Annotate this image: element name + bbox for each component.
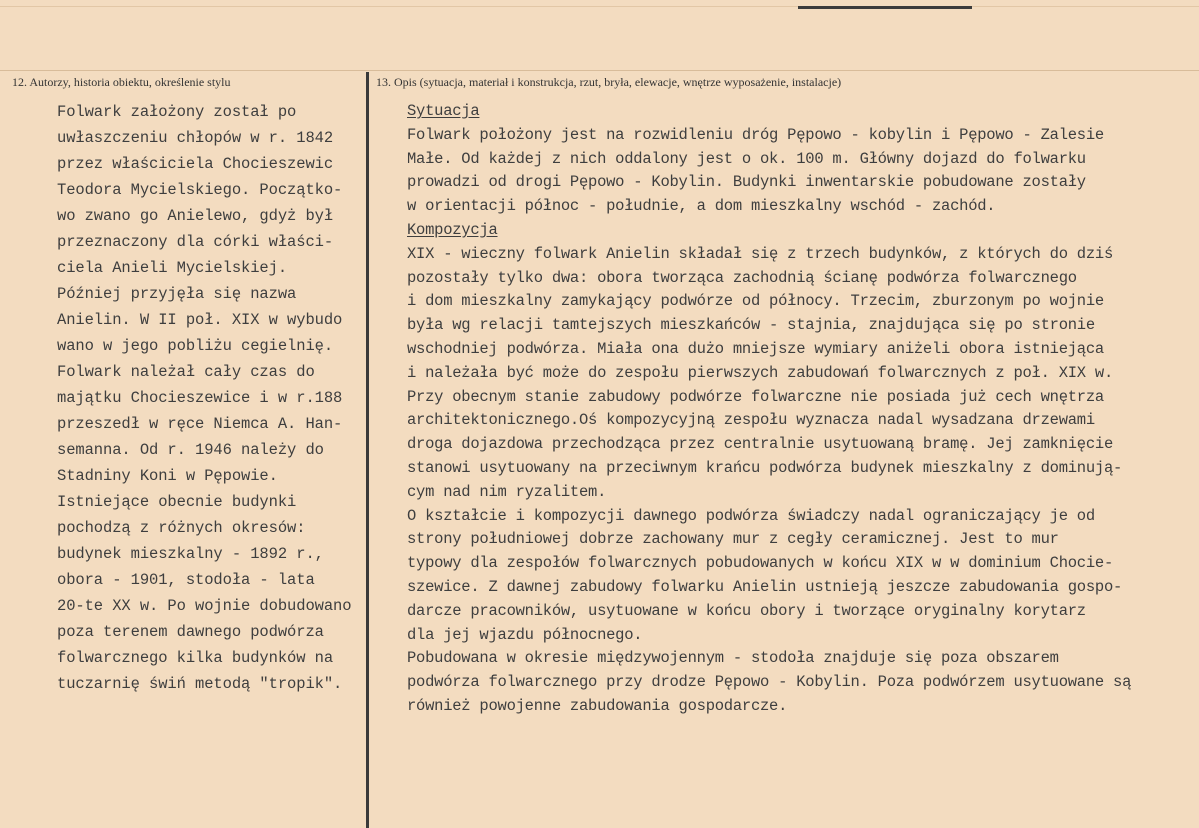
history-line: Folwark założony został po (57, 103, 297, 121)
description-line: stanowi usytuowany na przeciwnym krańcu podwórza budynek mieszkalny z dominują- (407, 458, 1123, 477)
history-line: poza terenem dawnego podwórza (57, 623, 324, 641)
history-line: Istniejące obecnie budynki (57, 493, 297, 511)
description-line: cym nad nim ryzalitem. (407, 482, 607, 501)
description-line: Folwark położony jest na rozwidleniu dróg Pępowo - kobylin i Pępowo - Zalesie (407, 125, 1104, 144)
history-line: Teodora Mycielskiego. Początko- (57, 181, 343, 199)
history-line: tuczarnię świń metodą "tropik". (57, 675, 343, 693)
history-line: Stadniny Koni w Pępowie. (57, 467, 278, 485)
description-line: darcze pracowników, usytuowane w końcu obory i tworzące oryginalny korytarz (407, 601, 1086, 620)
history-line: obora - 1901, stodoła - lata (57, 571, 315, 589)
history-line: przez właściciela Chocieszewic (57, 155, 334, 173)
history-line: ciela Anieli Mycielskiej. (57, 259, 288, 277)
column-divider (366, 72, 369, 828)
history-line: przeszedł w ręce Niemca A. Han- (57, 415, 343, 433)
history-line: budynek mieszkalny - 1892 r., (57, 545, 324, 563)
description-text-column (407, 100, 1197, 719)
description-line: podwórza folwarcznego przy drodze Pępowo - Kobylin. Poza podwórzem usytuowane są (407, 673, 1132, 692)
description-line: dla jej wjazdu północnego. (407, 625, 643, 644)
history-line: uwłaszczeniu chłopów w r. 1842 (57, 129, 334, 147)
history-line: pochodzą z różnych okresów: (57, 519, 306, 537)
description-line: i dom mieszkalny zamykający podwórze od północy. Trzecim, zburzonym po wojnie (407, 292, 1104, 311)
description-line: prowadzi od drogi Pępowo - Kobylin. Budynki inwentarskie pobudowane zostały (407, 173, 1086, 192)
top-marker-bar (798, 6, 972, 9)
description-line: O kształcie i kompozycji dawnego podwórza świadczy nadal ograniczający je od (407, 506, 1095, 525)
description-line: Pobudowana w okresie międzywojennym - stodoła znajduje się poza obszarem (407, 649, 1059, 668)
description-line: i należała być może do zespołu pierwszych zabudowań folwarcznych z poł. XIX w. (407, 363, 1114, 382)
history-line: majątku Chocieszewice i w r.188 (57, 389, 343, 407)
description-line: również powojenne zabudowania gospodarcze. (407, 696, 788, 715)
description-line: Przy obecnym stanie zabudowy podwórze folwarczne nie posiada już cech wnętrza (407, 387, 1104, 406)
section-heading: Kompozycja (407, 220, 498, 239)
history-line: przeznaczony dla córki właści- (57, 233, 334, 251)
description-line: wschodniej podwórza. Miała ona dużo mniejsze wymiary aniżeli obora istniejąca (407, 339, 1104, 358)
description-line: droga dojazdowa przechodząca przez centralnie usytuowaną bramę. Jej zamknięcie (407, 435, 1114, 454)
description-line: architektonicznego.Oś kompozycyjną zespołu wyznacza nadal wysadzana drzewami (407, 411, 1095, 430)
history-line: 20-te XX w. Po wojnie dobudowano (57, 597, 352, 615)
history-line: Folwark należał cały czas do (57, 363, 315, 381)
history-line: semanna. Od r. 1946 należy do (57, 441, 324, 459)
description-line: szewice. Z dawnej zabudowy folwarku Anielin ustnieją jeszcze zabudowania gospo- (407, 577, 1123, 596)
description-line: w orientacji północ - południe, a dom mieszkalny wschód - zachód. (407, 197, 996, 216)
history-line: wano w jego pobliżu cegielnię. (57, 337, 334, 355)
history-line: folwarcznego kilka budynków na (57, 649, 334, 667)
description-line: była wg relacji tamtejszych mieszkańców - stajnia, znajdująca się po stronie (407, 316, 1095, 335)
description-line: XIX - wieczny folwark Anielin składał się z trzech budynków, z których do dziś (407, 244, 1114, 263)
history-text-column (57, 99, 365, 697)
section-heading: Sytuacja (407, 102, 480, 120)
description-line: pozostały tylko dwa: obora tworząca zachodnią ścianę podwórza folwarcznego (407, 268, 1077, 287)
card-top-edge (0, 0, 1199, 7)
history-line: Później przyjęła się nazwa (57, 285, 297, 303)
header-rule (0, 70, 1199, 71)
description-line: typowy dla zespołów folwarcznych pobudowanych w końcu XIX w w dominium Chocie- (407, 554, 1114, 573)
history-line: Anielin. W II poł. XIX w wybudo (57, 311, 343, 329)
description-line: Małe. Od każdej z nich oddalony jest o ok. 100 m. Główny dojazd do folwarku (407, 149, 1086, 168)
right-section-header: 13. Opis (sytuacja, materiał i konstrukcja, rzut, bryła, elewacje, wnętrze wyposażenie, instalacje) (376, 75, 842, 89)
left-section-header: 12. Autorzy, historia obiektu, określenie stylu (12, 75, 231, 89)
history-line: wo zwano go Anielewo, gdyż był (57, 207, 334, 225)
description-line: strony południowej dobrze zachowany mur z cegły ceramicznej. Jest to mur (407, 530, 1059, 549)
